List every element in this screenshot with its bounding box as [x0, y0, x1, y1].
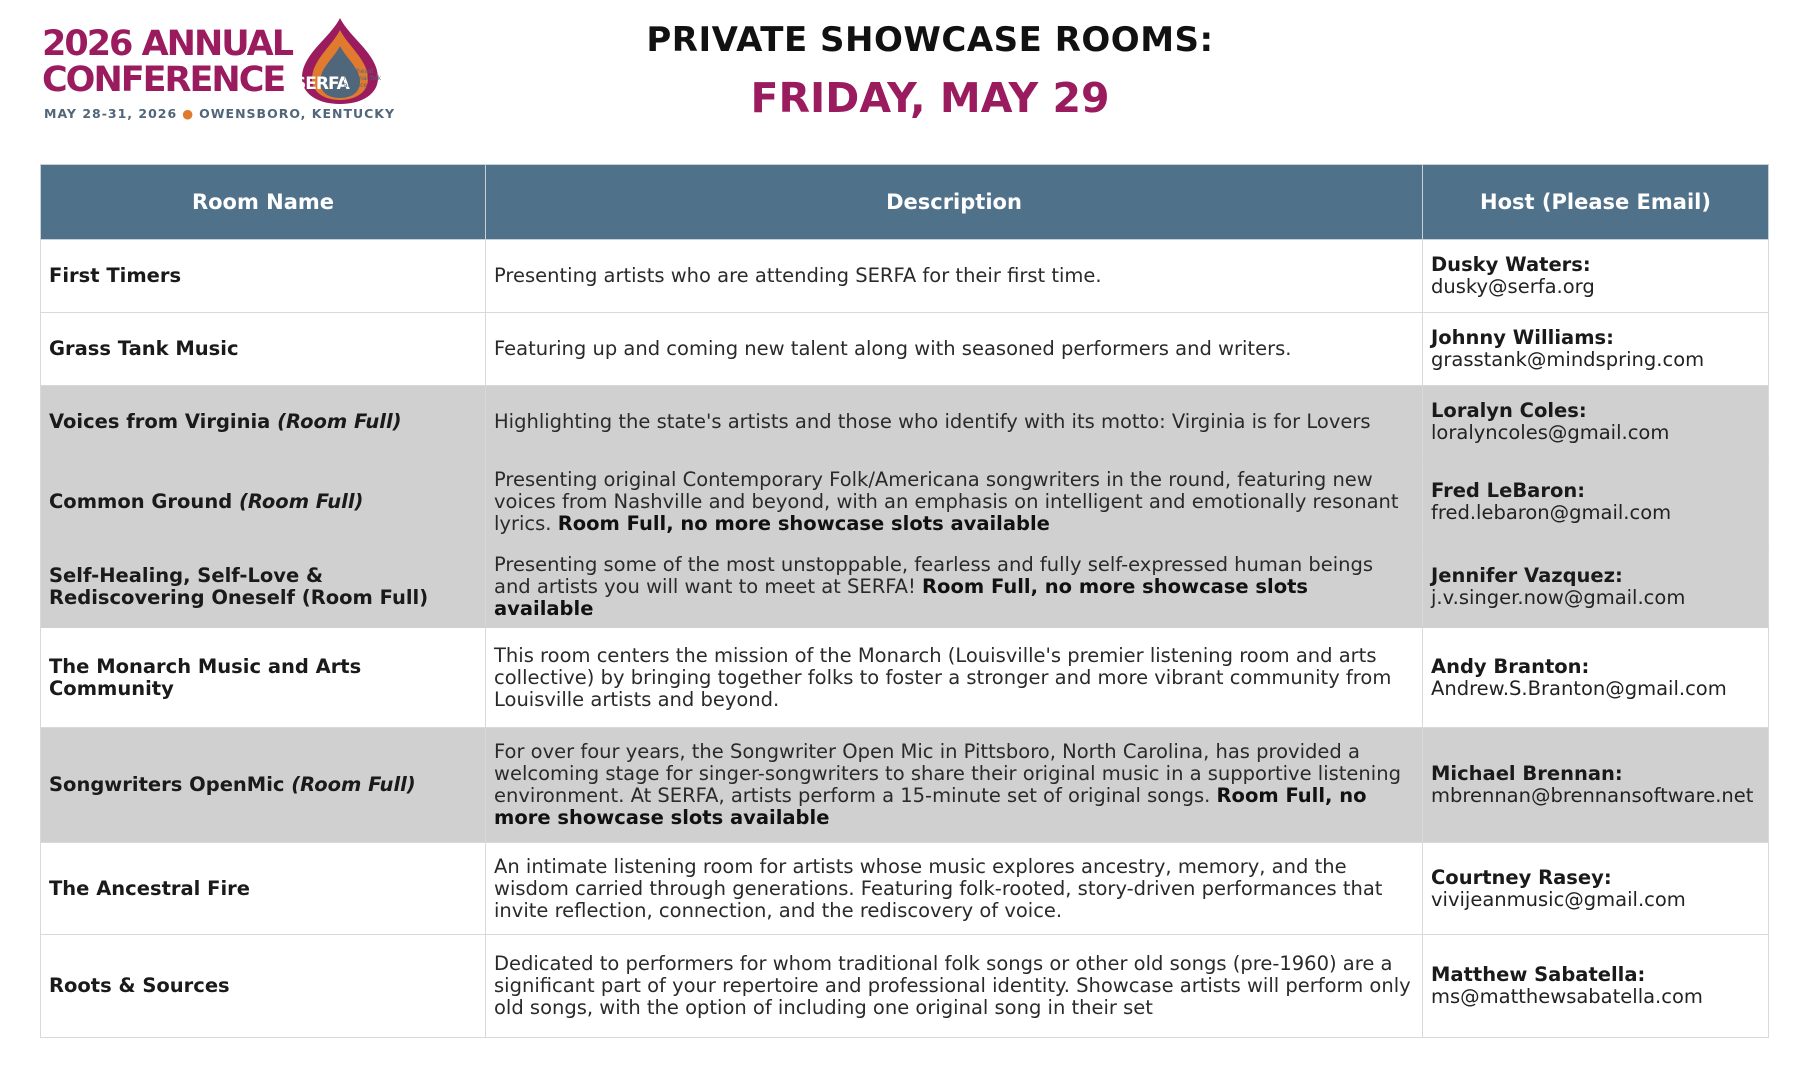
host-name: Johnny Williams:: [1431, 326, 1614, 349]
host-name: Michael Brennan:: [1431, 762, 1623, 785]
room-description: This room centers the mission of the Monarch (Louisville's premier listening room and arts collective) by bringing together folks to foster a stronger and more vibrant community from Louisville artists and beyond.: [486, 628, 1423, 728]
room-full-note: Room Full, no more showcase slots available: [557, 511, 1050, 535]
table-row: [41, 240, 1769, 313]
room-name: The Monarch Music and Arts Community: [41, 628, 486, 728]
table-row: [41, 628, 1769, 728]
host-email-link[interactable]: loralyncoles@gmail.com: [1431, 420, 1670, 444]
serfa-tagline: southeast regional folk alliance: [344, 68, 382, 89]
column-header-description: Description: [486, 165, 1423, 240]
room-description: Presenting some of the most unstoppable, fearless and fully self-expressed human beings and artists you will want to meet at SERFA! Room Full, no more showcase slots available: [486, 546, 1423, 628]
logo-location: OWENSBORO, KENTUCKY: [199, 106, 396, 121]
table-row: [41, 313, 1769, 386]
table-row: [41, 728, 1769, 843]
column-header-room-name: Room Name: [41, 165, 486, 240]
host-name: Jennifer Vazquez:: [1431, 563, 1623, 587]
logo-dates: MAY 28-31, 2026: [44, 106, 178, 121]
showcase-rooms-table: [40, 164, 1769, 1038]
host-email-link[interactable]: ms@matthewsabatella.com: [1431, 985, 1703, 1008]
host-name: Fred LeBaron:: [1431, 478, 1586, 502]
table-row: [41, 458, 1769, 546]
page-title: PRIVATE SHOWCASE ROOMS:: [646, 20, 1214, 60]
host-name: Andy Branton:: [1431, 654, 1590, 678]
room-description: An intimate listening room for artists whose music explores ancestry, memory, and the wisdom carried through generations. Featuring folk-rooted, story-driven performances that invite reflection, connection, and the rediscovery of voice.: [486, 843, 1423, 935]
table-row: [41, 546, 1769, 628]
room-description: Highlighting the state's artists and those who identify with its motto: Virginia is for Lovers: [486, 386, 1423, 458]
table-row: [41, 386, 1769, 458]
serfa-wordmark: SERFA: [294, 74, 349, 94]
room-full-tag: (Room Full): [277, 409, 402, 433]
room-full-tag: (Room Full): [291, 773, 416, 796]
room-name: Self-Healing, Self-Love & Rediscovering Oneself (Room Full): [41, 546, 486, 628]
room-host: [1423, 240, 1769, 313]
room-name: Songwriters OpenMic (Room Full): [41, 728, 486, 843]
host-email-link[interactable]: vivijeanmusic@gmail.com: [1431, 887, 1686, 911]
room-full-note: Room Full, no more showcase slots available: [494, 784, 1367, 829]
logo-line-2: CONFERENCE: [42, 60, 285, 100]
room-description: Presenting original Contemporary Folk/Americana songwriters in the round, featuring new voices from Nashville and beyond, with an emphasis on intelligent and emotionally resonant lyrics. Room Full, no more showcase slots available: [486, 458, 1423, 546]
room-name: Roots & Sources: [41, 935, 486, 1038]
room-host: [1423, 313, 1769, 386]
table-row: [41, 935, 1769, 1038]
drop-icon: ●: [182, 106, 195, 121]
column-header-host: Host (Please Email): [1423, 165, 1769, 240]
room-host: [1423, 935, 1769, 1038]
room-description: Presenting artists who are attending SERFA for their first time.: [486, 240, 1423, 313]
host-name: Dusky Waters:: [1431, 253, 1591, 276]
table-row: [41, 843, 1769, 935]
host-email-link[interactable]: grasstank@mindspring.com: [1431, 348, 1705, 371]
room-name: Grass Tank Music: [41, 313, 486, 386]
room-host: [1423, 386, 1769, 458]
room-description: For over four years, the Songwriter Open Mic in Pittsboro, North Carolina, has provided a welcoming stage for singer-songwriters to share their original music in a supportive listening environment. At SERFA, artists perform a 15-minute set of original songs. Room Full, no more showcase slots available: [486, 728, 1423, 843]
room-host: [1423, 546, 1769, 628]
room-full-tag: (Room Full): [238, 489, 364, 513]
room-name: The Ancestral Fire: [41, 843, 486, 935]
room-name: Common Ground (Room Full): [41, 458, 486, 546]
room-host: [1423, 458, 1769, 546]
host-name: Courtney Rasey:: [1431, 865, 1612, 889]
logo-line-1: 2026 ANNUAL: [42, 24, 293, 64]
host-email-link[interactable]: dusky@serfa.org: [1431, 275, 1595, 298]
host-email-link[interactable]: mbrennan@brennansoftware.net: [1431, 784, 1754, 807]
host-name: Matthew Sabatella:: [1431, 963, 1646, 986]
host-email-link[interactable]: Andrew.S.Branton@gmail.com: [1431, 676, 1727, 700]
table-header-row: [41, 165, 1769, 240]
room-name: First Timers: [41, 240, 486, 313]
page-date: FRIDAY, MAY 29: [750, 74, 1110, 122]
host-name: Loralyn Coles:: [1431, 398, 1587, 422]
host-email-link[interactable]: fred.lebaron@gmail.com: [1431, 500, 1672, 524]
room-full-note: Room Full, no more showcase slots available: [494, 574, 1309, 620]
room-host: [1423, 728, 1769, 843]
room-host: [1423, 843, 1769, 935]
host-email-link[interactable]: j.v.singer.now@gmail.com: [1431, 585, 1686, 609]
room-description: Featuring up and coming new talent along with seasoned performers and writers.: [486, 313, 1423, 386]
room-host: [1423, 628, 1769, 728]
room-description: Dedicated to performers for whom traditional folk songs or other old songs (pre-1960) are a significant part of your repertoire and professional identity. Showcase artists will perform only old songs, with the option of including one original song in their set: [486, 935, 1423, 1038]
room-name: Voices from Virginia (Room Full): [41, 386, 486, 458]
